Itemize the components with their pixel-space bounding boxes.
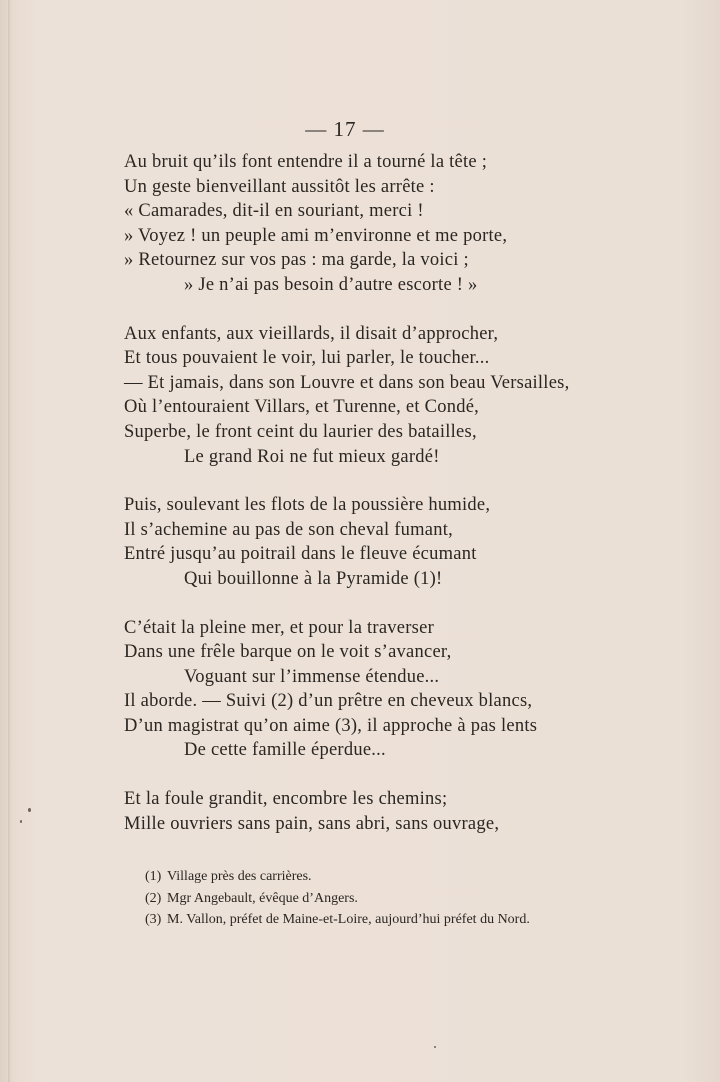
poem-line: Qui bouillonne à la Pyramide (1)! — [184, 568, 443, 589]
poem-line: Il s’achemine au pas de son cheval fumant, — [124, 519, 453, 540]
footnote-text: Mgr Angebault, évêque d’Angers. — [167, 890, 358, 906]
poem-line: Puis, soulevant les flots de la poussière humide, — [124, 495, 491, 516]
poem-line: De cette famille éperdue... — [184, 740, 386, 761]
poem-line: D’un magistrat qu’on aime (3), il approche à pas lents — [124, 715, 538, 736]
page-fold-shadow — [8, 0, 11, 1082]
paper-speck — [434, 1046, 436, 1048]
poem-line: » Je n’ai pas besoin d’autre escorte ! » — [184, 274, 478, 295]
poem-line: » Voyez ! un peuple ami m’environne et me porte, — [124, 225, 508, 246]
poem-line: Entré jusqu’au poitrail dans le fleuve écumant — [124, 544, 477, 565]
footnote-mark: (3) — [145, 912, 162, 927]
footnote-text: Village près des carrières. — [167, 869, 312, 884]
poem-line: C’était la pleine mer, et pour la traverser — [124, 617, 434, 638]
poem-body — [124, 150, 584, 860]
footnotes — [145, 866, 595, 931]
poem-line: Le grand Roi ne fut mieux gardé! — [184, 446, 440, 467]
poem-line: Et tous pouvaient le voir, lui parler, le toucher... — [124, 348, 490, 369]
poem-line: Au bruit qu’ils font entendre il a tourné la tête ; — [124, 152, 488, 172]
poem-line: Dans une frêle barque on le voit s’avancer, — [124, 642, 452, 663]
page-number: — 17 — — [305, 117, 385, 141]
poem-line: Mille ouvriers sans pain, sans abri, sans ouvrage, — [124, 813, 500, 834]
stanza — [124, 150, 584, 298]
poem-line: « Camarades, dit-il en souriant, merci ! — [124, 201, 424, 222]
footnote-text: M. Vallon, préfet de Maine-et-Loire, aujourd’hui préfet du Nord. — [167, 912, 530, 927]
stanza — [124, 787, 584, 836]
paper-speck — [28, 808, 31, 812]
poem-line: Voguant sur l’immense étendue... — [184, 666, 440, 687]
stanza — [124, 322, 584, 470]
paper-speck — [20, 820, 22, 823]
footnote-mark: (1) — [145, 869, 162, 884]
poem-line: » Retournez sur vos pas : ma garde, la voici ; — [124, 250, 469, 271]
poem-line: Un geste bienveillant aussitôt les arrête : — [124, 176, 435, 197]
poem-line: Superbe, le front ceint du laurier des batailles, — [124, 421, 477, 442]
poem-line: — Et jamais, dans son Louvre et dans son beau Versailles, — [124, 372, 570, 393]
poem-line: Et la foule grandit, encombre les chemins; — [124, 789, 448, 810]
footnote — [145, 866, 595, 888]
poem-line: Où l’entouraient Villars, et Turenne, et Condé, — [124, 397, 480, 418]
poem-line: Aux enfants, aux vieillards, il disait d’approcher, — [124, 323, 499, 344]
stanza — [124, 616, 584, 764]
poem-line: Il aborde. — Suivi (2) d’un prêtre en cheveux blancs, — [124, 691, 533, 712]
footnote-mark: (2) — [145, 890, 162, 906]
footnote — [145, 888, 595, 910]
stanza — [124, 493, 584, 591]
footnote — [145, 909, 595, 931]
